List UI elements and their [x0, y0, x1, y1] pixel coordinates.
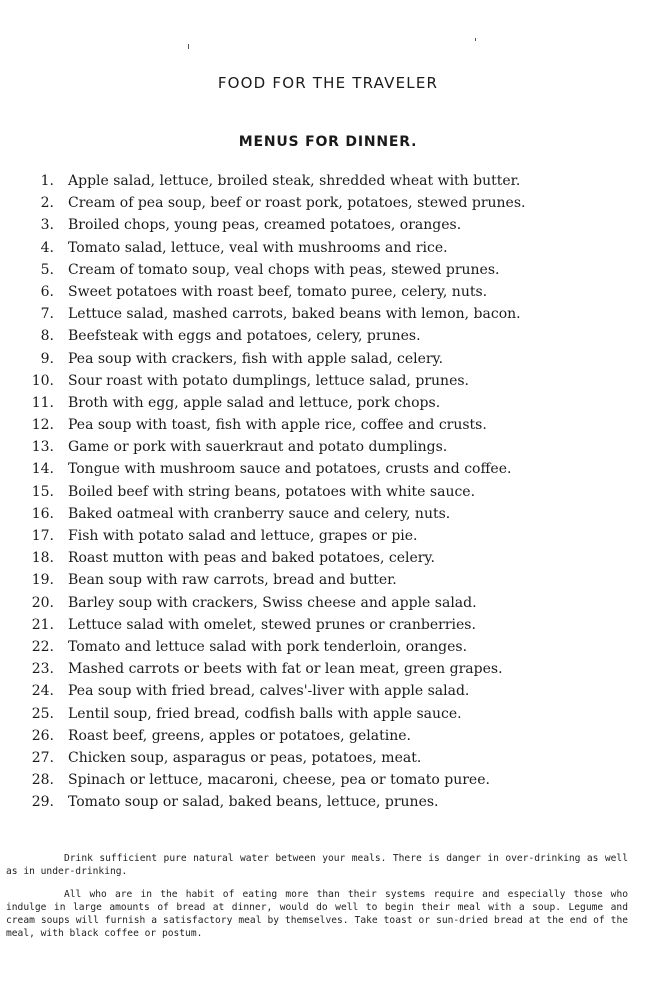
menu-number: 26.	[31, 727, 54, 744]
menu-item	[22, 348, 642, 370]
menu-text: Lettuce salad, mashed carrots, baked beans with lemon, bacon.	[68, 306, 521, 323]
menu-text: Cream of pea soup, beef or roast pork, potatoes, stewed prunes.	[68, 195, 526, 212]
dinner-menu-list	[22, 170, 642, 813]
menu-number: 28.	[31, 772, 54, 789]
menu-item	[22, 614, 642, 636]
menu-text: Tomato salad, lettuce, veal with mushrooms and rice.	[68, 239, 448, 256]
menu-text: Spinach or lettuce, macaroni, cheese, pea or tomato puree.	[68, 772, 490, 789]
menu-item	[22, 525, 642, 547]
menu-number: 14.	[31, 461, 54, 478]
menu-item	[22, 259, 642, 281]
menu-number: 19.	[31, 572, 54, 589]
menu-text: Game or pork with sauerkraut and potato dumplings.	[68, 439, 448, 456]
menu-number: 25.	[31, 705, 54, 722]
menu-item	[22, 547, 642, 569]
menu-text: Barley soup with crackers, Swiss cheese and apple salad.	[68, 594, 477, 611]
menu-text: Tongue with mushroom sauce and potatoes, crusts and coffee.	[68, 461, 512, 478]
menu-item	[22, 503, 642, 525]
menu-text: Apple salad, lettuce, broiled steak, shredded wheat with butter.	[68, 173, 521, 189]
menu-number: 8.	[40, 328, 54, 345]
menu-item	[22, 769, 642, 791]
menu-item	[22, 414, 642, 436]
menu-number: 17.	[31, 528, 54, 544]
menu-item	[22, 281, 642, 303]
menu-number: 23.	[31, 661, 54, 678]
menu-text: Sour roast with potato dumplings, lettuce salad, prunes.	[68, 372, 469, 389]
menu-item	[22, 192, 642, 214]
menu-number: 5.	[40, 261, 54, 278]
menu-number: 21.	[31, 616, 54, 633]
menu-text: Boiled beef with string beans, potatoes with white sauce.	[68, 483, 476, 500]
running-head: FOOD FOR THE TRAVELER	[217, 74, 439, 92]
menu-item	[22, 325, 642, 347]
menu-item	[22, 214, 642, 236]
menu-number: 2.	[40, 195, 54, 212]
menu-item	[22, 436, 642, 458]
menu-number: 9.	[40, 350, 54, 367]
menu-item	[22, 237, 642, 259]
menu-number: 10.	[31, 372, 54, 389]
menu-number: 29.	[31, 794, 54, 811]
menu-item	[22, 658, 642, 680]
print-speck	[475, 38, 476, 41]
menu-number: 16.	[31, 505, 54, 522]
water-note: Drink sufficient pure natural water between your meals. There is danger in over-drinking as well as in under-drinking.	[6, 852, 628, 877]
menu-text: Pea soup with crackers, fish with apple salad, celery.	[68, 350, 444, 367]
menu-number: 11.	[31, 394, 54, 411]
menu-item	[22, 592, 642, 614]
menu-text: Chicken soup, asparagus or peas, potatoes, meat.	[68, 749, 422, 766]
menu-text: Broiled chops, young peas, creamed potatoes, oranges.	[68, 217, 462, 234]
menu-item	[22, 370, 642, 392]
menu-text: Pea soup with toast, fish with apple rice, coffee and crusts.	[68, 417, 487, 434]
menu-text: Baked oatmeal with cranberry sauce and celery, nuts.	[68, 505, 451, 522]
eating-note: All who are in the habit of eating more than their systems require and especially those who indulge in large amounts of bread at dinner, would do well to begin their meal with a soup. Legume and cream soups will furnish a satisfactory meal by themselves. Take toast or sun-dried bread at the end of the meal, with black coffee or postum.	[6, 888, 628, 939]
menu-number: 12.	[31, 417, 54, 434]
menu-number: 22.	[31, 638, 54, 655]
menu-number: 7.	[40, 306, 54, 323]
menu-number: 13.	[31, 439, 54, 456]
print-speck	[188, 44, 189, 49]
menu-number: 20.	[31, 594, 54, 611]
menu-item	[22, 636, 642, 658]
menu-number: 18.	[31, 550, 54, 567]
menu-text: Broth with egg, apple salad and lettuce, pork chops.	[68, 394, 441, 411]
menu-text: Sweet potatoes with roast beef, tomato puree, celery, nuts.	[68, 283, 488, 300]
menu-text: Lentil soup, fried bread, codfish balls with apple sauce.	[68, 705, 462, 722]
menu-number: 1.	[40, 173, 54, 189]
menu-text: Beefsteak with eggs and potatoes, celery, prunes.	[68, 328, 421, 345]
menu-item	[22, 481, 642, 503]
menu-item	[22, 303, 642, 325]
menu-item	[22, 170, 642, 192]
menu-item	[22, 569, 642, 591]
section-title: MENUS FOR DINNER.	[238, 134, 418, 150]
menu-item	[22, 747, 642, 769]
menu-text: Bean soup with raw carrots, bread and butter.	[68, 572, 397, 589]
menu-text: Tomato soup or salad, baked beans, lettuce, prunes.	[68, 794, 439, 811]
menu-number: 6.	[40, 283, 54, 300]
menu-number: 24.	[31, 683, 54, 700]
menu-text: Roast beef, greens, apples or potatoes, gelatine.	[68, 727, 411, 744]
menu-number: 3.	[40, 217, 54, 234]
menu-item	[22, 725, 642, 747]
menu-item	[22, 458, 642, 480]
menu-number: 15.	[31, 483, 54, 500]
menu-text: Cream of tomato soup, veal chops with peas, stewed prunes.	[68, 261, 500, 278]
menu-text: Mashed carrots or beets with fat or lean meat, green grapes.	[68, 661, 503, 678]
menu-text: Pea soup with fried bread, calves'-liver with apple salad.	[68, 683, 470, 700]
menu-text: Fish with potato salad and lettuce, grapes or pie.	[68, 528, 418, 544]
menu-text: Tomato and lettuce salad with pork tenderloin, oranges.	[68, 638, 468, 655]
menu-text: Lettuce salad with omelet, stewed prunes or cranberries.	[68, 616, 476, 633]
menu-text: Roast mutton with peas and baked potatoes, celery.	[68, 550, 435, 567]
menu-number: 27.	[31, 749, 54, 766]
menu-item	[22, 392, 642, 414]
menu-item	[22, 680, 642, 702]
menu-item	[22, 703, 642, 725]
menu-item	[22, 791, 642, 813]
menu-number: 4.	[40, 239, 54, 256]
